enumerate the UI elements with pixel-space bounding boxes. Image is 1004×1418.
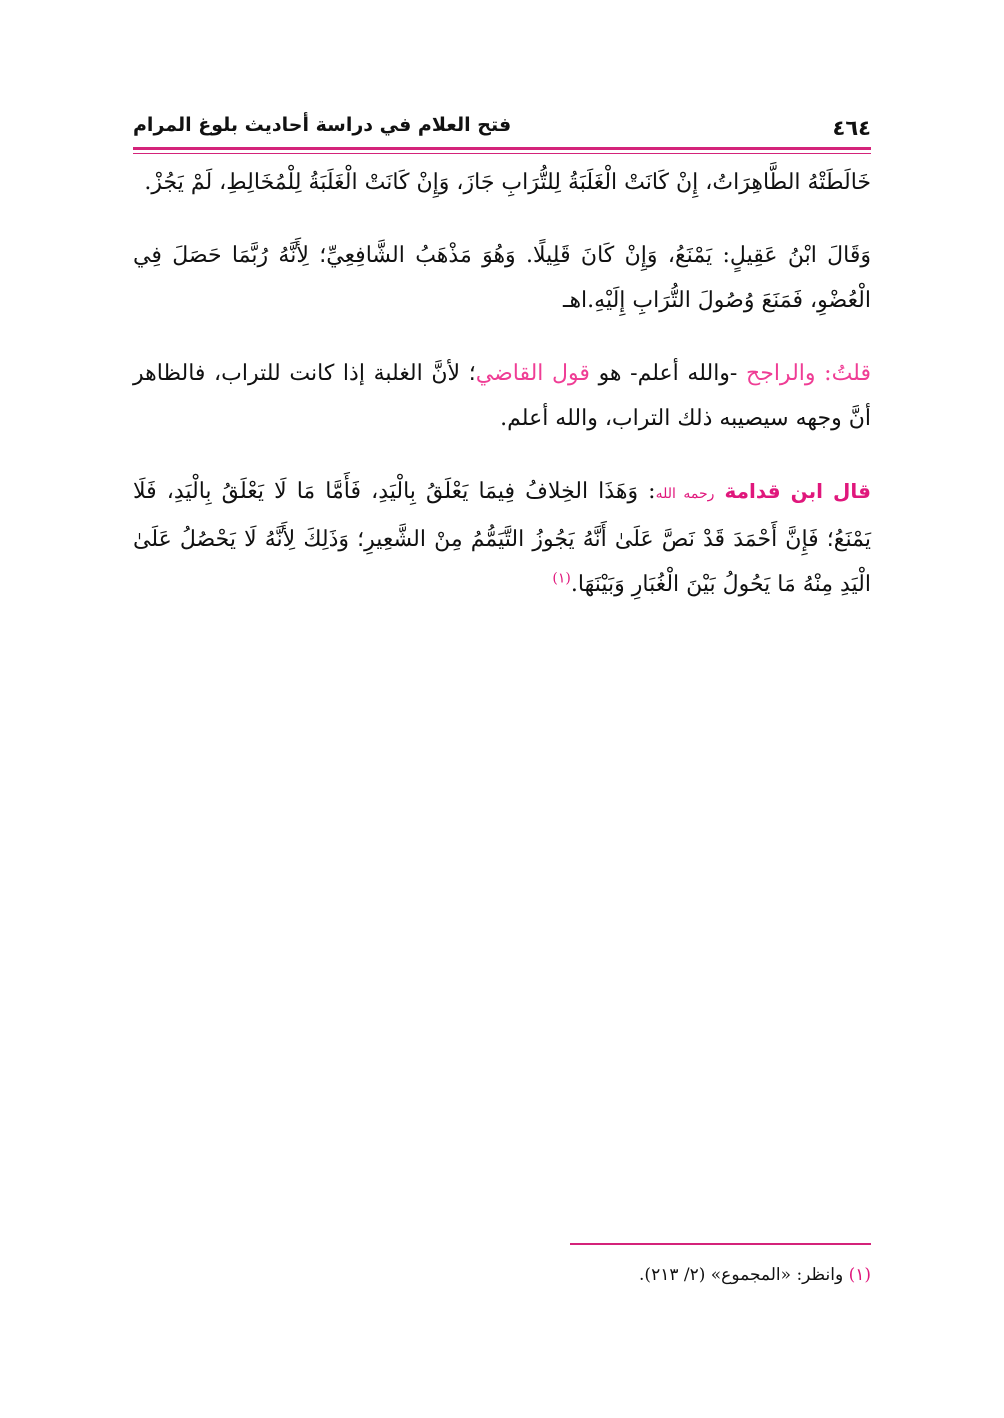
paragraph-1: خَالَطَتْهُ الطَّاهِرَاتُ، إِنْ كَانَتْ الْغَلَبَةُ لِلتُّرَابِ جَازَ، وَإِنْ كَانَتْ الْغَلَبَةُ لِلْمُخَالِطِ، لَمْ يَجُزْ. bbox=[144, 170, 871, 195]
qultu-label: قلتُ: bbox=[824, 361, 871, 386]
p3-mid: -والله أعلم- هو bbox=[589, 361, 747, 386]
footnote-marker[interactable]: (١) bbox=[552, 570, 571, 587]
header-rule-thick bbox=[133, 147, 871, 150]
paragraph-2: وَقَالَ ابْنُ عَقِيلٍ: يَمْنَعُ، وَإِنْ كَانَ قَلِيلًا. وَهُوَ مَذْهَبُ الشَّافِعِيِّ؛ لِأَنَّهُ رُبَّمَا حَصَلَ فِي الْعُضْوِ، فَمَنَعَ وُصُولَ التُّرَابِ إِلَيْهِ.اهـ bbox=[133, 243, 871, 313]
speaker-label: قال ابن قدامة bbox=[724, 479, 871, 503]
qawl-qadi-label: قول القاضي bbox=[475, 361, 590, 386]
footnote bbox=[133, 1265, 871, 1285]
paragraph-4 bbox=[133, 469, 871, 607]
footnote-text: وانظر: «المجموع» (٢/ ٢١٣). bbox=[639, 1265, 849, 1285]
footnote-number: (١) bbox=[848, 1265, 871, 1285]
running-title: فتح العلام في دراسة أحاديث بلوغ المرام bbox=[133, 114, 512, 136]
page-header bbox=[133, 114, 871, 144]
p3-rest: ؛ لأنَّ الغلبة إذا كانت للتراب، فالظاهر أنَّ وجهه سيصيبه ذلك التراب، والله أعلم. bbox=[133, 361, 871, 431]
footnote-rule bbox=[570, 1243, 871, 1245]
rajih-label: والراجح bbox=[746, 361, 816, 386]
paragraph-3 bbox=[133, 351, 871, 441]
p4-text: : وَهَذَا الخِلافُ فِيمَا يَعْلَقُ بِالْيَدِ، فَأَمَّا مَا لَا يَعْلَقُ بِالْيَدِ، فَلَا يَمْنَعُ؛ فَإِنَّ أَحْمَدَ قَدْ نَصَّ عَلَىٰ أَنَّهُ يَجُوزُ التَّيَمُّمُ مِنْ الشَّعِيرِ؛ وَذَلِكَ لِأَنَّهُ لَا يَحْصُلُ عَلَىٰ الْيَدِ مِنْهُ مَا يَحُولُ بَيْنَ الْغُبَارِ وَبَيْنَهَا. bbox=[133, 479, 871, 597]
header-rule-thin bbox=[133, 153, 871, 154]
page-number: ٤٦٤ bbox=[832, 116, 871, 140]
main-text bbox=[133, 160, 871, 635]
honorific: رحمه الله bbox=[655, 486, 715, 502]
